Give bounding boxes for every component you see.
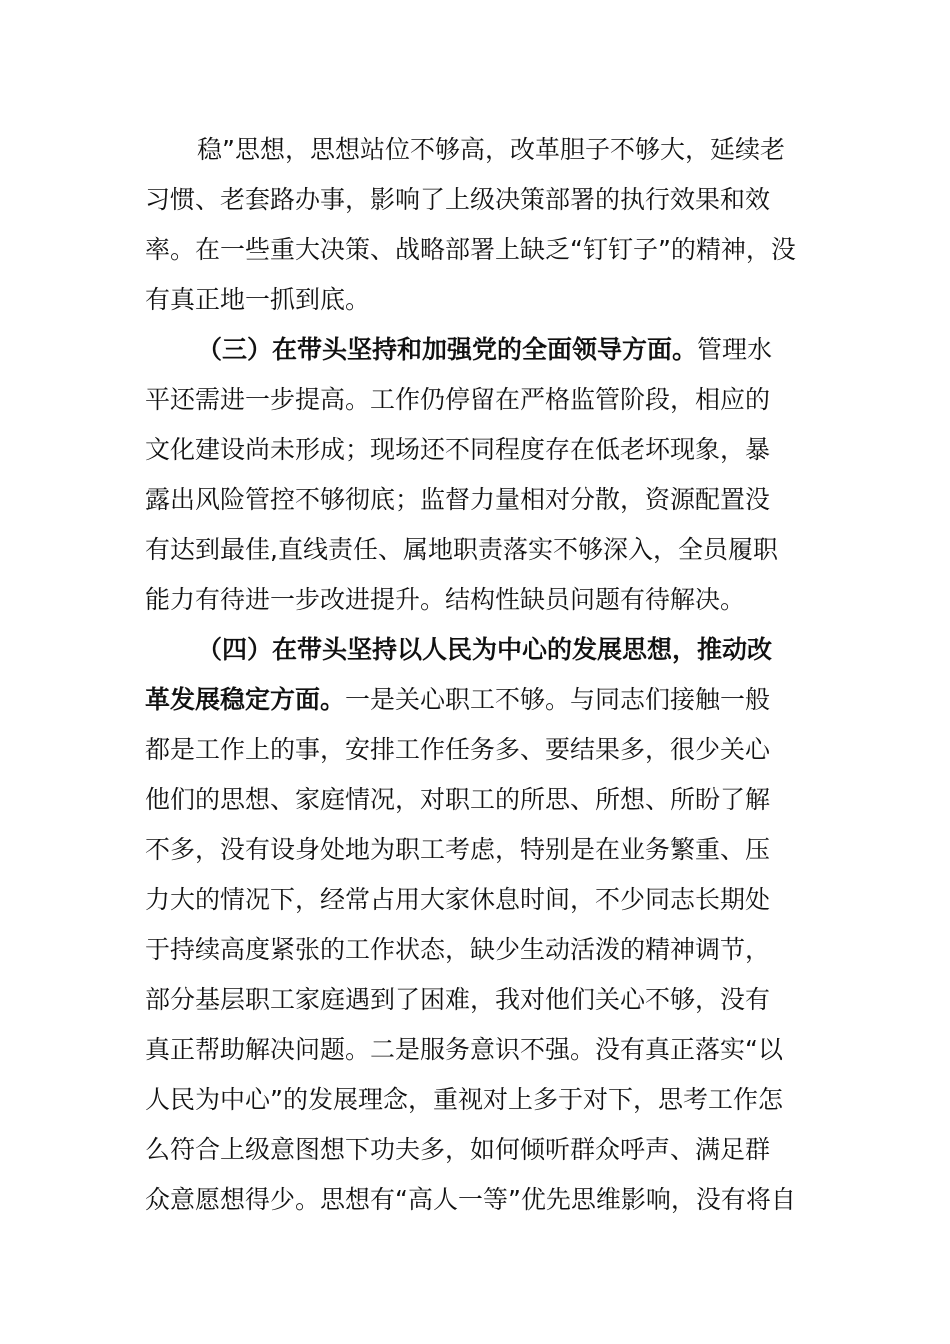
section-4-heading-line2: 革发展稳定方面。 xyxy=(145,685,346,714)
text-line: 部分基层职工家庭遇到了困难，我对他们关心不够，没有 xyxy=(145,985,771,1014)
text-line: 众意愿想得少。思想有“高人一等”优先思维影响，没有将自 xyxy=(145,1185,796,1214)
body-text xyxy=(145,125,817,1225)
text-line: 能力有待进一步改进提升。结构性缺员问题有待解决。 xyxy=(145,585,746,614)
text-line: 真正帮助解决问题。二是服务意识不强。没有真正落实“以 xyxy=(145,1035,783,1064)
text-line: 于持续高度紧张的工作状态，缺少生动活泼的精神调节， xyxy=(145,935,771,964)
text-line: 露出风险管控不够彻底；监督力量相对分散，资源配置没 xyxy=(145,485,771,514)
text-line: 么符合上级意图想下功夫多，如何倾听群众呼声、满足群 xyxy=(145,1135,771,1164)
section-3-first-line xyxy=(145,325,817,375)
text-line: 平还需进一步提高。工作仍停留在严格监管阶段，相应的 xyxy=(145,385,771,414)
text-line: 文化建设尚未形成；现场还不同程度存在低老坏现象，暴 xyxy=(145,435,771,464)
text-line: 有达到最佳,直线责任、属地职责落实不够深入，全员履职 xyxy=(145,535,778,564)
section-3-heading: （三）在带头坚持和加强党的全面领导方面。 xyxy=(197,335,698,364)
text-span: 管理水 xyxy=(697,335,773,364)
section-4-heading-line1: （四）在带头坚持以人民为中心的发展思想，推动改 xyxy=(197,635,773,664)
text-line: 习惯、老套路办事，影响了上级决策部署的执行效果和效 xyxy=(145,185,771,214)
text-span: 一是关心职工不够。与同志们接触一般 xyxy=(345,685,771,714)
text-line: 稳”思想，思想站位不够高，改革胆子不够大，延续老 xyxy=(197,135,785,164)
text-line: 率。在一些重大决策、战略部署上缺乏“钉钉子”的精神，没 xyxy=(145,235,796,264)
text-line: 都是工作上的事，安排工作任务多、要结果多，很少关心 xyxy=(145,735,771,764)
section-4-second-line xyxy=(145,675,817,725)
text-line: 力大的情况下，经常占用大家休息时间，不少同志长期处 xyxy=(145,885,771,914)
text-line: 不多，没有设身处地为职工考虑，特别是在业务繁重、压 xyxy=(145,835,771,864)
text-line: 人民为中心”的发展理念，重视对上多于对下，思考工作怎 xyxy=(145,1085,783,1114)
text-line: 他们的思想、家庭情况，对职工的所思、所想、所盼了解 xyxy=(145,785,771,814)
text-line: 有真正地一抓到底。 xyxy=(145,285,371,314)
